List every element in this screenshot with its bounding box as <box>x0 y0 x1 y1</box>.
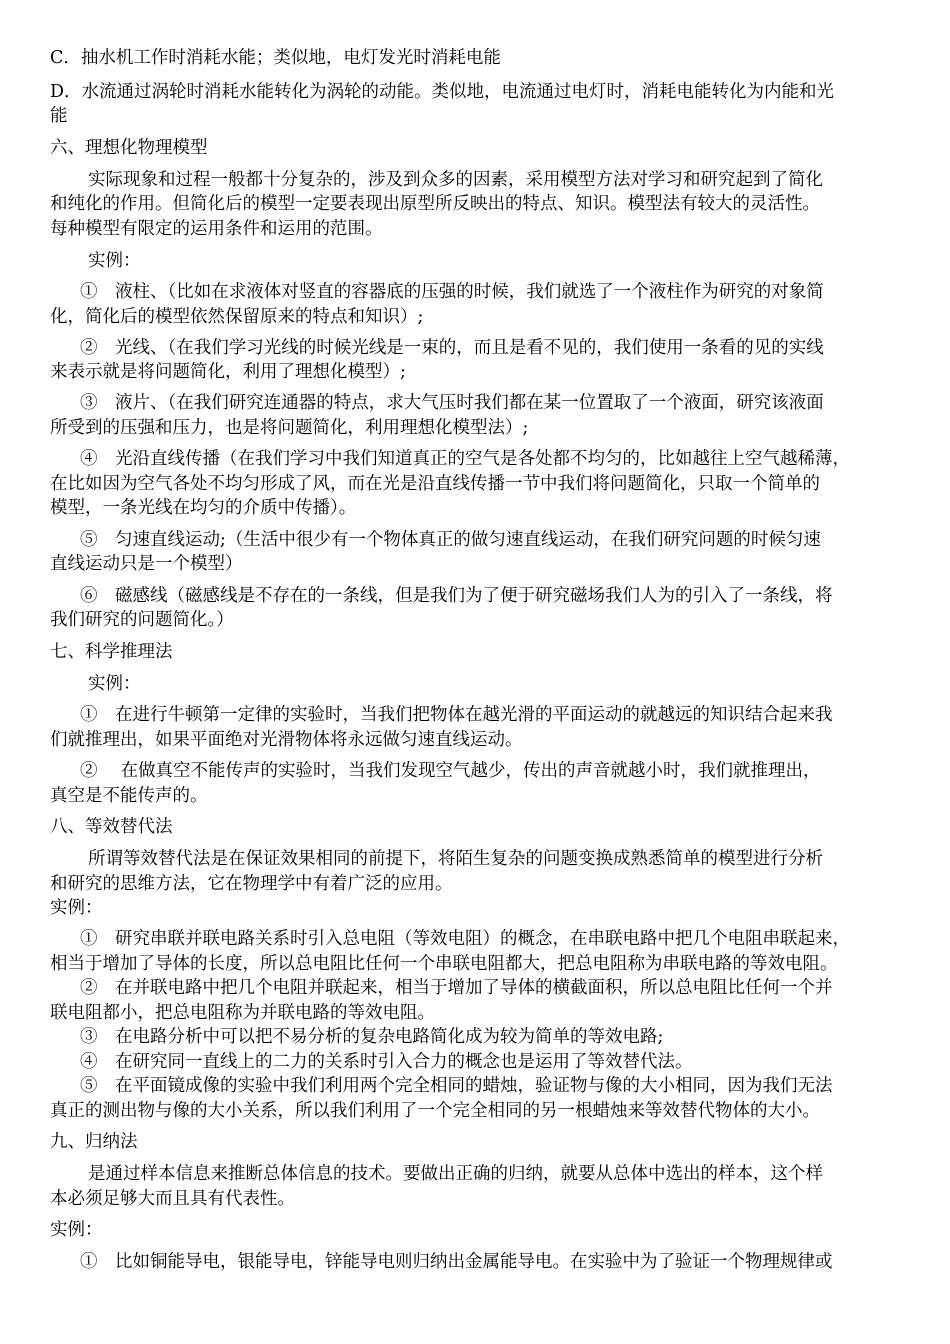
reasoning-item-1: ① 在进行牛顿第一定律的实验时，当我们把物体在越光滑的平面运动的就越远的知识结合起来我 <box>80 705 833 725</box>
equivalence-item-2-cont: 联电阻都小，把总电阻称为并联电路的等效电阻。 <box>50 1003 435 1023</box>
option-d-line: D．水流通过涡轮时消耗水能转化为涡轮的动能。类似地，电流通过电灯时，消耗电能转化为内能和光 <box>50 82 835 102</box>
paragraph-line: 实际现象和过程一般都十分复杂的，涉及到众多的因素，采用模型方法对学习和研究起到了简化 <box>88 170 823 190</box>
example-item-4-cont: 模型，一条光线在均匀的介质中传播）。 <box>50 498 357 518</box>
example-label: 实例： <box>88 674 141 694</box>
equivalence-item-1: ① 研究串联并联电路关系时引入总电阻（等效电阻）的概念，在串联电路中把几个电阻串联起来， <box>80 929 850 949</box>
reasoning-item-2-cont: 真空是不能传声的。 <box>50 786 208 806</box>
paragraph-line: 和纯化的作用。但简化后的模型一定要表现出原型所反映出的特点、知识。模型法有较大的灵活性。 <box>50 194 820 214</box>
reasoning-item-1-cont: 们就推理出，如果平面绝对光滑物体将永远做匀速直线运动。 <box>50 730 523 750</box>
example-item-1: ① 液柱、（比如在求液体对竖直的容器底的压强的时候，我们就选了一个液柱作为研究的对象简 <box>80 282 824 302</box>
induction-item-1: ① 比如铜能导电，银能导电，锌能导电则归纳出金属能导电。在实验中为了验证一个物理规律或 <box>80 1252 833 1272</box>
paragraph-line: 每种模型有限定的运用条件和运用的范围。 <box>50 219 383 239</box>
example-label: 实例： <box>50 1220 103 1240</box>
example-label: 实例： <box>88 251 141 271</box>
example-item-3: ③ 液片、（在我们研究连通器的特点，求大气压时我们都在某一位置取了一个液面，研究该液面 <box>80 393 824 413</box>
example-item-2-cont: 来表示就是将问题简化，利用了理想化模型）; <box>50 362 406 382</box>
section-heading-7: 七、科学推理法 <box>50 642 173 662</box>
section-heading-9: 九、归纳法 <box>50 1132 138 1152</box>
equivalence-item-5-cont: 真正的测出物与像的大小关系，所以我们利用了一个完全相同的另一根蜡烛来等效替代物体的大小。 <box>50 1101 820 1121</box>
example-item-4-cont: 在比如因为空气各处不均匀形成了风，而在光是沿直线传播一节中我们将问题简化，只取一个简单的 <box>50 474 820 494</box>
equivalence-item-4: ④ 在研究同一直线上的二力的关系时引入合力的概念也是运用了等效替代法。 <box>80 1052 693 1072</box>
equivalence-item-1-cont: 相当于增加了导体的长度，所以总电阻比任何一个串联电阻都大，把总电阻称为串联电路的等效电阻。 <box>50 954 838 974</box>
example-item-2: ② 光线、（在我们学习光线的时候光线是一束的，而且是看不见的，我们使用一条看的见的实线 <box>80 338 824 358</box>
example-item-3-cont: 所受到的压强和压力，也是将问题简化，利用理想化模型法）; <box>50 418 529 438</box>
example-label: 实例： <box>50 898 103 918</box>
option-d-line-cont: 能 <box>50 106 68 126</box>
section-heading-8: 八、等效替代法 <box>50 817 173 837</box>
example-item-1-cont: 化，简化后的模型依然保留原来的特点和知识）; <box>50 307 424 327</box>
paragraph-line: 是通过样本信息来推断总体信息的技术。要做出正确的归纳，就要从总体中选出的样本，这个样 <box>88 1164 823 1184</box>
section-heading-6: 六、理想化物理模型 <box>50 138 208 158</box>
equivalence-item-5: ⑤ 在平面镜成像的实验中我们利用两个完全相同的蜡烛，验证物与像的大小相同，因为我们无法 <box>80 1076 833 1096</box>
paragraph-line: 和研究的思维方法，它在物理学中有着广泛的应用。 <box>50 874 453 894</box>
example-item-4: ④ 光沿直线传播（在我们学习中我们知道真正的空气是各处都不均匀的，比如越往上空气越稀薄， <box>80 449 850 469</box>
example-item-6: ⑥ 磁感线（磁感线是不存在的一条线，但是我们为了便于研究磁场我们人为的引入了一条线，将 <box>80 586 833 606</box>
reasoning-item-2: ② 在做真空不能传声的实验时，当我们发现空气越少，传出的声音就越小时，我们就推理出， <box>80 761 821 781</box>
paragraph-line: 所谓等效替代法是在保证效果相同的前提下，将陌生复杂的问题变换成熟悉简单的模型进行分析 <box>88 849 823 869</box>
equivalence-item-2: ② 在并联电路中把几个电阻并联起来，相当于增加了导体的横截面积，所以总电阻比任何一个并 <box>80 978 833 998</box>
example-item-5-cont: 直线运动只是一个模型） <box>50 554 243 574</box>
option-c-line: C．抽水机工作时消耗水能；类似地，电灯发光时消耗电能 <box>50 48 501 68</box>
paragraph-line: 本必须足够大而且具有代表性。 <box>50 1189 295 1209</box>
example-item-6-cont: 我们研究的问题简化。） <box>50 610 234 630</box>
equivalence-item-3: ③ 在电路分析中可以把不易分析的复杂电路简化成为较为简单的等效电路; <box>80 1027 664 1047</box>
example-item-5: ⑤ 匀速直线运动;（生活中很少有一个物体真正的做匀速直线运动，在我们研究问题的时候匀速 <box>80 530 821 550</box>
